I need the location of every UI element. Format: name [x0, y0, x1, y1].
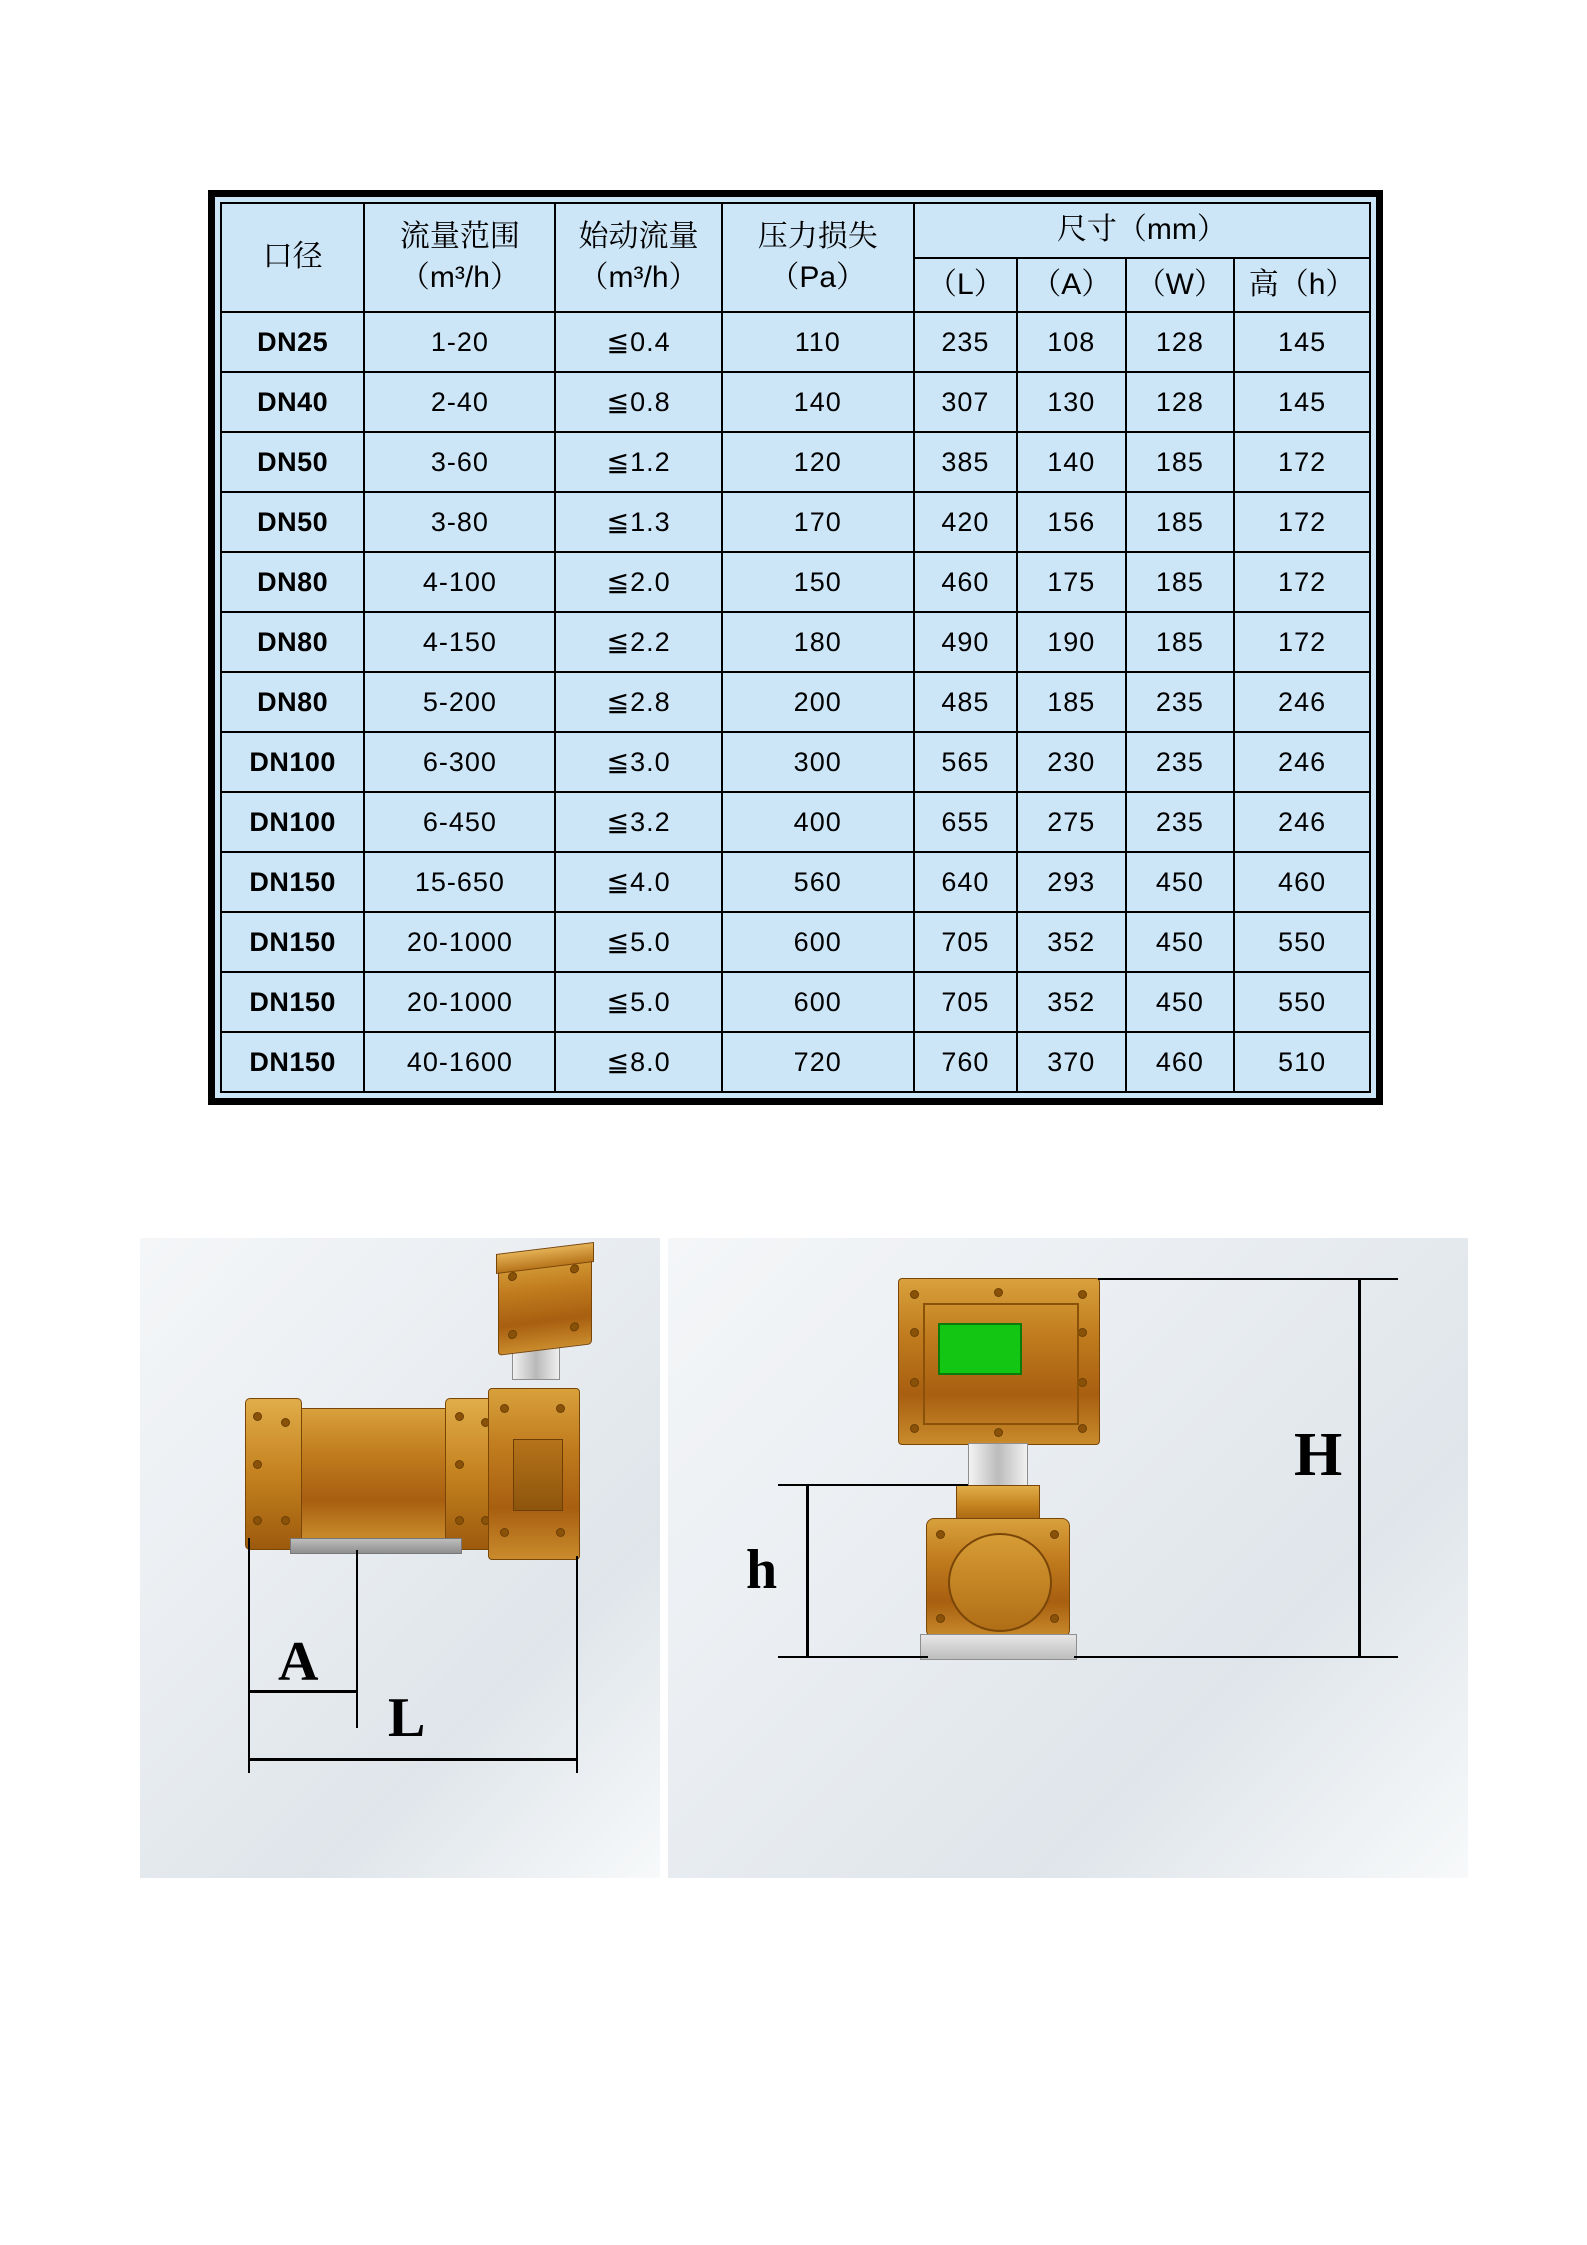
flange-left: [245, 1398, 302, 1550]
cell-flow-range: 20-1000: [364, 972, 555, 1032]
cell-start-flow: ≦3.2: [555, 792, 721, 852]
cell-flow-range: 3-80: [364, 492, 555, 552]
cell-dim-w: 128: [1126, 312, 1235, 372]
dim-h-big-line: [1358, 1280, 1361, 1656]
cell-dim-l: 420: [914, 492, 1017, 552]
cell-dim-w: 450: [1126, 852, 1235, 912]
cell-dim-a: 130: [1017, 372, 1126, 432]
cell-start-flow: ≦0.8: [555, 372, 721, 432]
cell-dim-a: 275: [1017, 792, 1126, 852]
cell-flow-range: 2-40: [364, 372, 555, 432]
sensor-block: [488, 1388, 580, 1560]
cell-flow-range: 40-1600: [364, 1032, 555, 1092]
cell-dim-w: 185: [1126, 552, 1235, 612]
cell-caliber: DN80: [221, 552, 364, 612]
cell-flow-range: 3-60: [364, 432, 555, 492]
specification-table-container: [208, 190, 1383, 1105]
cell-flow-range: 4-100: [364, 552, 555, 612]
table-row: [221, 372, 1370, 432]
header-flow-range-title: 流量范围: [399, 220, 520, 253]
cell-pressure-loss: 720: [722, 1032, 914, 1092]
cell-dim-w: 185: [1126, 432, 1235, 492]
flowmeter-housing: [290, 1408, 457, 1540]
cell-dim-a: 140: [1017, 432, 1126, 492]
cell-flow-range: 15-650: [364, 852, 555, 912]
side-view-drawing: [140, 1238, 660, 1878]
table-row: [221, 852, 1370, 912]
cell-dim-a: 370: [1017, 1032, 1126, 1092]
cell-dim-w: 450: [1126, 912, 1235, 972]
cell-caliber: DN80: [221, 612, 364, 672]
cell-dim-w: 235: [1126, 732, 1235, 792]
cell-caliber: DN100: [221, 792, 364, 852]
cell-dim-h: 172: [1234, 612, 1370, 672]
header-flow-range-unit: （m³/h）: [399, 260, 520, 294]
cell-pressure-loss: 120: [722, 432, 914, 492]
cell-caliber: DN150: [221, 912, 364, 972]
cell-dim-h: 145: [1234, 372, 1370, 432]
cell-dim-a: 156: [1017, 492, 1126, 552]
cell-dim-l: 705: [914, 912, 1017, 972]
cell-start-flow: ≦4.0: [555, 852, 721, 912]
specification-table: [220, 202, 1371, 1093]
cell-dim-h: 460: [1234, 852, 1370, 912]
cell-caliber: DN150: [221, 852, 364, 912]
dim-a-label: A: [278, 1631, 319, 1693]
cell-start-flow: ≦3.0: [555, 732, 721, 792]
cell-dim-h: 172: [1234, 432, 1370, 492]
header-flow-range: [364, 203, 555, 312]
cell-dim-l: 235: [914, 312, 1017, 372]
table-body: [221, 312, 1370, 1092]
table-row: [221, 492, 1370, 552]
table-row: [221, 1032, 1370, 1092]
cell-dim-w: 128: [1126, 372, 1235, 432]
cell-start-flow: ≦2.2: [555, 612, 721, 672]
cell-dim-a: 293: [1017, 852, 1126, 912]
cell-caliber: DN80: [221, 672, 364, 732]
cell-flow-range: 20-1000: [364, 912, 555, 972]
cell-dim-l: 385: [914, 432, 1017, 492]
cell-flow-range: 5-200: [364, 672, 555, 732]
table-row: [221, 792, 1370, 852]
cell-flow-range: 6-450: [364, 792, 555, 852]
cell-dim-l: 565: [914, 732, 1017, 792]
cell-dim-w: 185: [1126, 612, 1235, 672]
cell-dim-l: 705: [914, 972, 1017, 1032]
table-row: [221, 732, 1370, 792]
sensor-cover-plate: [948, 1533, 1052, 1632]
cell-dim-a: 108: [1017, 312, 1126, 372]
table-row: [221, 912, 1370, 972]
sensor-base-plate: [920, 1634, 1077, 1660]
cell-dim-w: 450: [1126, 972, 1235, 1032]
cell-dim-w: 185: [1126, 492, 1235, 552]
tube-support-bar: [290, 1538, 462, 1554]
header-dim-w: （W）: [1126, 258, 1235, 313]
header-dimensions: 尺寸（mm）: [914, 203, 1370, 258]
header-dim-l: （L）: [914, 258, 1017, 313]
cell-start-flow: ≦2.0: [555, 552, 721, 612]
header-start-flow: [555, 203, 721, 312]
cell-pressure-loss: 600: [722, 912, 914, 972]
cell-dim-l: 490: [914, 612, 1017, 672]
cell-dim-h: 145: [1234, 312, 1370, 372]
cell-dim-h: 550: [1234, 912, 1370, 972]
table-header: [221, 203, 1370, 312]
cell-pressure-loss: 150: [722, 552, 914, 612]
table-row: [221, 972, 1370, 1032]
cell-start-flow: ≦2.8: [555, 672, 721, 732]
cell-pressure-loss: 110: [722, 312, 914, 372]
cell-pressure-loss: 200: [722, 672, 914, 732]
table-header-row-1: [221, 203, 1370, 258]
dim-h-big-ext-top: [1098, 1278, 1398, 1280]
cell-dim-l: 640: [914, 852, 1017, 912]
dim-l-ext-right: [576, 1556, 578, 1773]
cell-flow-range: 1-20: [364, 312, 555, 372]
cell-dim-a: 175: [1017, 552, 1126, 612]
cell-pressure-loss: 180: [722, 612, 914, 672]
cell-caliber: DN40: [221, 372, 364, 432]
front-view-drawing: [668, 1238, 1468, 1878]
cell-dim-h: 172: [1234, 492, 1370, 552]
cell-pressure-loss: 600: [722, 972, 914, 1032]
table-row: [221, 552, 1370, 612]
dim-h-big-label: H: [1294, 1421, 1343, 1489]
table-row: [221, 672, 1370, 732]
product-drawings: [0, 1238, 1587, 1878]
cell-dim-l: 307: [914, 372, 1017, 432]
cell-dim-h: 172: [1234, 552, 1370, 612]
cell-dim-a: 230: [1017, 732, 1126, 792]
cell-dim-h: 510: [1234, 1032, 1370, 1092]
cell-pressure-loss: 170: [722, 492, 914, 552]
dim-l-ext-left: [248, 1693, 250, 1773]
cell-dim-l: 760: [914, 1032, 1017, 1092]
cell-caliber: DN25: [221, 312, 364, 372]
cell-pressure-loss: 400: [722, 792, 914, 852]
cell-start-flow: ≦1.3: [555, 492, 721, 552]
cell-caliber: DN50: [221, 492, 364, 552]
cell-flow-range: 6-300: [364, 732, 555, 792]
header-caliber: 口径: [221, 203, 364, 312]
cell-caliber: DN100: [221, 732, 364, 792]
header-start-flow-unit: （m³/h）: [578, 260, 699, 294]
cell-dim-l: 485: [914, 672, 1017, 732]
header-pressure-loss-unit: （Pa）: [769, 260, 867, 294]
cell-caliber: DN50: [221, 432, 364, 492]
cell-dim-a: 352: [1017, 972, 1126, 1032]
cell-start-flow: ≦0.4: [555, 312, 721, 372]
cell-dim-h: 550: [1234, 972, 1370, 1032]
cell-start-flow: ≦1.2: [555, 432, 721, 492]
cell-start-flow: ≦5.0: [555, 912, 721, 972]
table-row: [221, 612, 1370, 672]
cell-start-flow: ≦5.0: [555, 972, 721, 1032]
dim-a-ext-right: [356, 1550, 358, 1728]
cell-start-flow: ≦8.0: [555, 1032, 721, 1092]
cell-dim-h: 246: [1234, 792, 1370, 852]
cell-flow-range: 4-150: [364, 612, 555, 672]
cell-pressure-loss: 560: [722, 852, 914, 912]
cell-dim-w: 235: [1126, 672, 1235, 732]
header-start-flow-title: 始动流量: [578, 220, 699, 253]
cell-caliber: DN150: [221, 972, 364, 1032]
dim-l-label: L: [388, 1687, 426, 1749]
cell-dim-a: 185: [1017, 672, 1126, 732]
header-dim-a: （A）: [1017, 258, 1126, 313]
cell-dim-w: 235: [1126, 792, 1235, 852]
cell-pressure-loss: 300: [722, 732, 914, 792]
display-screen: [938, 1323, 1022, 1375]
dim-h-small-ext-bottom: [778, 1656, 928, 1658]
dim-l-line: [250, 1758, 576, 1761]
cell-dim-w: 460: [1126, 1032, 1235, 1092]
cell-pressure-loss: 140: [722, 372, 914, 432]
cell-dim-a: 190: [1017, 612, 1126, 672]
converter-neck-front: [968, 1443, 1028, 1487]
header-pressure-loss-title: 压力损失: [757, 220, 878, 253]
cell-caliber: DN150: [221, 1032, 364, 1092]
cell-dim-h: 246: [1234, 672, 1370, 732]
table-row: [221, 312, 1370, 372]
cell-dim-a: 352: [1017, 912, 1126, 972]
cell-dim-h: 246: [1234, 732, 1370, 792]
table-row: [221, 432, 1370, 492]
cell-dim-l: 460: [914, 552, 1017, 612]
header-pressure-loss: [722, 203, 914, 312]
header-dim-h: 高（h）: [1234, 258, 1370, 313]
dim-h-small-label: h: [746, 1539, 778, 1601]
dim-h-big-ext-bottom: [1074, 1656, 1398, 1658]
cell-dim-l: 655: [914, 792, 1017, 852]
dim-h-small-line: [806, 1486, 809, 1656]
